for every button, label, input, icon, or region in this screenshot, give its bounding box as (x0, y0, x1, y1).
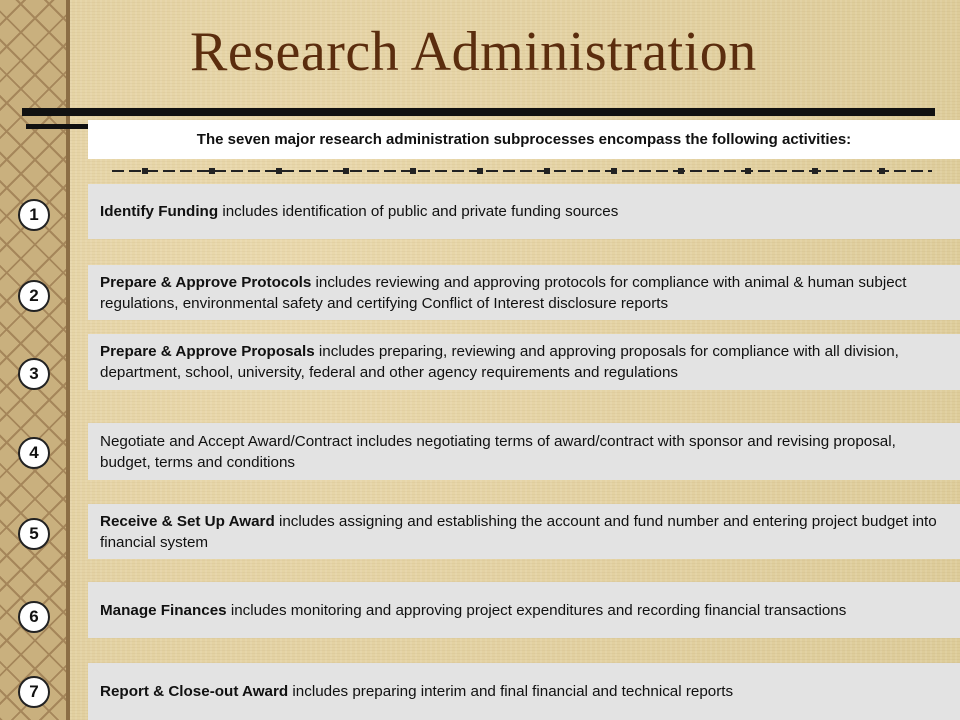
step-text (100, 201, 618, 222)
step-row (88, 184, 960, 239)
step-name: Manage Finances (100, 601, 227, 619)
step-number-badge: 3 (18, 358, 50, 390)
subtitle: The seven major research administration subprocesses encompass the following activities: (88, 120, 960, 159)
step-text (100, 341, 948, 383)
step-number-badge: 1 (18, 199, 50, 231)
step-text (100, 511, 948, 553)
step-number-badge: 4 (18, 437, 50, 469)
step-number-badge: 7 (18, 676, 50, 708)
step-name: Negotiate and Accept Award/Contract (100, 432, 353, 450)
step-name: Report & Close-out Award (100, 683, 289, 700)
step-row (88, 663, 960, 720)
step-description: includes reviewing and approving protocols for compliance with animal & human subject regulations, environmental safety and certifying Conflict of Interest disclosure reports (100, 273, 907, 312)
step-name: Receive & Set Up Award (100, 512, 275, 530)
step-number-badge: 2 (18, 280, 50, 312)
step-description: includes negotiating terms of award/contract with sponsor and revising proposal, budget, terms and conditions (100, 432, 896, 471)
step-description: includes identification of public and private funding sources (222, 203, 619, 220)
page-title: Research Administration (190, 21, 757, 83)
step-name: Prepare & Approve Proposals (100, 343, 315, 360)
step-description: includes preparing interim and final financial and technical reports (292, 683, 734, 700)
step-description: includes monitoring and approving project expenditures and recording financial transactions (230, 601, 847, 619)
step-text (100, 431, 948, 473)
step-description: includes preparing, reviewing and approving proposals for compliance with all division, department, school, university, federal and other agency requirements and regulations (100, 343, 899, 381)
step-row (88, 504, 960, 559)
step-text (100, 600, 846, 621)
step-row (88, 334, 960, 390)
step-number-badge: 6 (18, 601, 50, 633)
step-name: Identify Funding (100, 203, 219, 220)
dashed-separator (112, 164, 932, 178)
step-row (88, 582, 960, 638)
step-row (88, 265, 960, 320)
title-divider (22, 108, 935, 116)
title-divider-accent (26, 124, 88, 129)
step-name: Prepare & Approve Protocols (100, 273, 312, 291)
step-text (100, 681, 733, 702)
step-row (88, 423, 960, 480)
step-text (100, 272, 948, 314)
step-number-badge: 5 (18, 518, 50, 550)
step-description: includes assigning and establishing the account and fund number and entering project budget into financial system (100, 512, 937, 551)
